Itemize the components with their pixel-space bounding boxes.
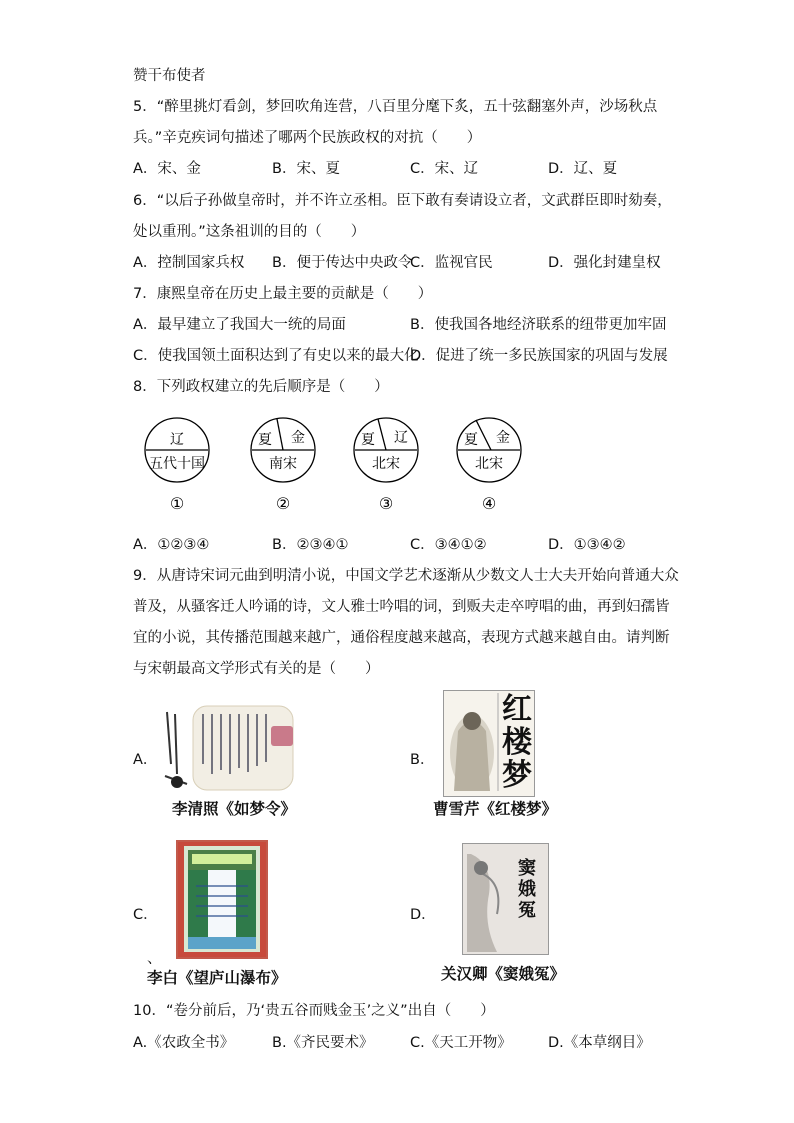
circle-2-number: ② <box>275 494 291 513</box>
circle-4-bottom: 北宋 <box>475 456 503 472</box>
circle-2 <box>251 418 315 513</box>
q7-option-b: B．使我国各地经济联系的纽带更加牢固 <box>410 317 667 333</box>
cover-char-2: 楼 <box>502 725 532 760</box>
q8-option-c: C．③④①② <box>410 537 487 553</box>
q5-option-a: A．宋、金 <box>133 161 201 177</box>
q6-option-c: C．监视官民 <box>410 255 493 271</box>
question-9-text-cont1: 普及，从骚客迁人吟诵的诗，文人雅士吟唱的词，到贩夫走卒哼唱的曲，再到妇孺皆 <box>133 599 670 615</box>
q8-option-a: A．①②③④ <box>133 537 210 553</box>
question-6-text: 6．“以后子孙做皇帝时，并不许立丞相。臣下敢有奏请设立者，文武群臣即时劾奏， <box>133 193 672 209</box>
circle-2-bottom: 南宋 <box>269 456 297 472</box>
q6-option-b: B．便于传达中央政令 <box>272 255 413 271</box>
li-qingzhao-poem-image <box>157 704 295 792</box>
cover-title: 窦娥冤 <box>518 858 536 921</box>
q5-option-d: D．辽、夏 <box>548 161 618 177</box>
q6-option-a: A．控制国家兵权 <box>133 255 245 271</box>
q8-option-b: B．②③④① <box>272 537 349 553</box>
waterfall-cover-image <box>176 840 268 959</box>
q7-option-a: A．最早建立了我国大一统的局面 <box>133 317 346 333</box>
circle-4-top-left: 夏 <box>464 432 478 448</box>
circle-4 <box>457 418 521 513</box>
q7-option-d: D．促进了统一多民族国家的巩固与发展 <box>410 348 668 364</box>
circle-1 <box>145 418 209 513</box>
cover-char-3: 梦 <box>502 758 532 793</box>
circle-3-top-right: 辽 <box>394 430 408 446</box>
q10-option-d: D.《本草纲目》 <box>548 1035 651 1051</box>
q9-option-d-label: D． <box>410 907 436 923</box>
hong-lou-meng-cover-image <box>443 690 535 797</box>
q8-regime-diagram <box>133 415 533 520</box>
question-6-text-cont: 处以重刑。”这条祖训的目的（ ） <box>133 224 366 240</box>
q10-option-a: A.《农政全书》 <box>133 1035 235 1051</box>
circle-2-top-right: 金 <box>291 430 305 446</box>
circle-3-bottom: 北宋 <box>372 456 400 472</box>
question-9-text: 9．从唐诗宋词元曲到明清小说，中国文学艺术逐渐从少数文人士大夫开始向普通大众 <box>133 568 679 584</box>
cover-char-1: 红 <box>502 692 532 727</box>
line-fragment: 赞干布使者 <box>133 68 206 84</box>
dou-e-yuan-cover-image <box>462 843 549 955</box>
circle-1-bottom: 五代十国 <box>149 456 205 472</box>
q5-option-c: C．宋、辽 <box>410 161 479 177</box>
question-9-text-cont3: 与宋朝最高文学形式有关的是（ ） <box>133 661 380 677</box>
circle-3 <box>354 418 418 513</box>
question-9-text-cont2: 宜的小说，其传播范围越来越广，通俗程度越来越高，表现方式越来越自由。请判断 <box>133 630 670 646</box>
q5-option-b: B．宋、夏 <box>272 161 340 177</box>
question-5-text: 5．“醉里挑灯看剑，梦回吹角连营，八百里分麾下炙，五十弦翻塞外声，沙场秋点 <box>133 99 658 115</box>
q9-option-d-caption: 关汉卿《窦娥冤》 <box>441 965 566 983</box>
q7-option-c: C．使我国领土面积达到了有史以来的最大化 <box>133 348 419 364</box>
q10-option-b: B.《齐民要术》 <box>272 1035 374 1051</box>
circle-2-top-left: 夏 <box>258 432 272 448</box>
circle-1-number: ① <box>169 494 185 513</box>
question-8-text: 8．下列政权建立的先后顺序是（ ） <box>133 379 389 395</box>
circle-3-top-left: 夏 <box>361 432 375 448</box>
q10-option-c: C.《天工开物》 <box>410 1035 512 1051</box>
circle-1-top: 辽 <box>170 432 184 448</box>
q8-option-d: D．①③④② <box>548 537 626 553</box>
q6-option-d: D．强化封建皇权 <box>548 255 661 271</box>
circle-4-top-right: 金 <box>496 430 510 446</box>
q9-option-a-label: A． <box>133 752 158 768</box>
circle-4-number: ④ <box>481 494 497 513</box>
question-7-text: 7．康熙皇帝在历史上最主要的贡献是（ ） <box>133 286 433 302</box>
q9-option-c-mark: 、 <box>147 951 162 967</box>
q9-option-a-caption: 李清照《如梦令》 <box>172 800 297 818</box>
question-5-text-cont: 兵。”辛克疾词句描述了哪两个民族政权的对抗（ ） <box>133 130 482 146</box>
question-10-text: 10．“卷分前后，乃‘贵五谷而贱金玉’之义”出自（ ） <box>133 1003 495 1019</box>
q9-option-c-caption: 李白《望庐山瀑布》 <box>147 969 287 987</box>
circle-3-number: ③ <box>378 494 394 513</box>
q9-option-c-label: C． <box>133 907 158 923</box>
q9-option-b-caption: 曹雪芹《红楼梦》 <box>433 800 558 818</box>
q9-option-b-label: B． <box>410 752 435 768</box>
